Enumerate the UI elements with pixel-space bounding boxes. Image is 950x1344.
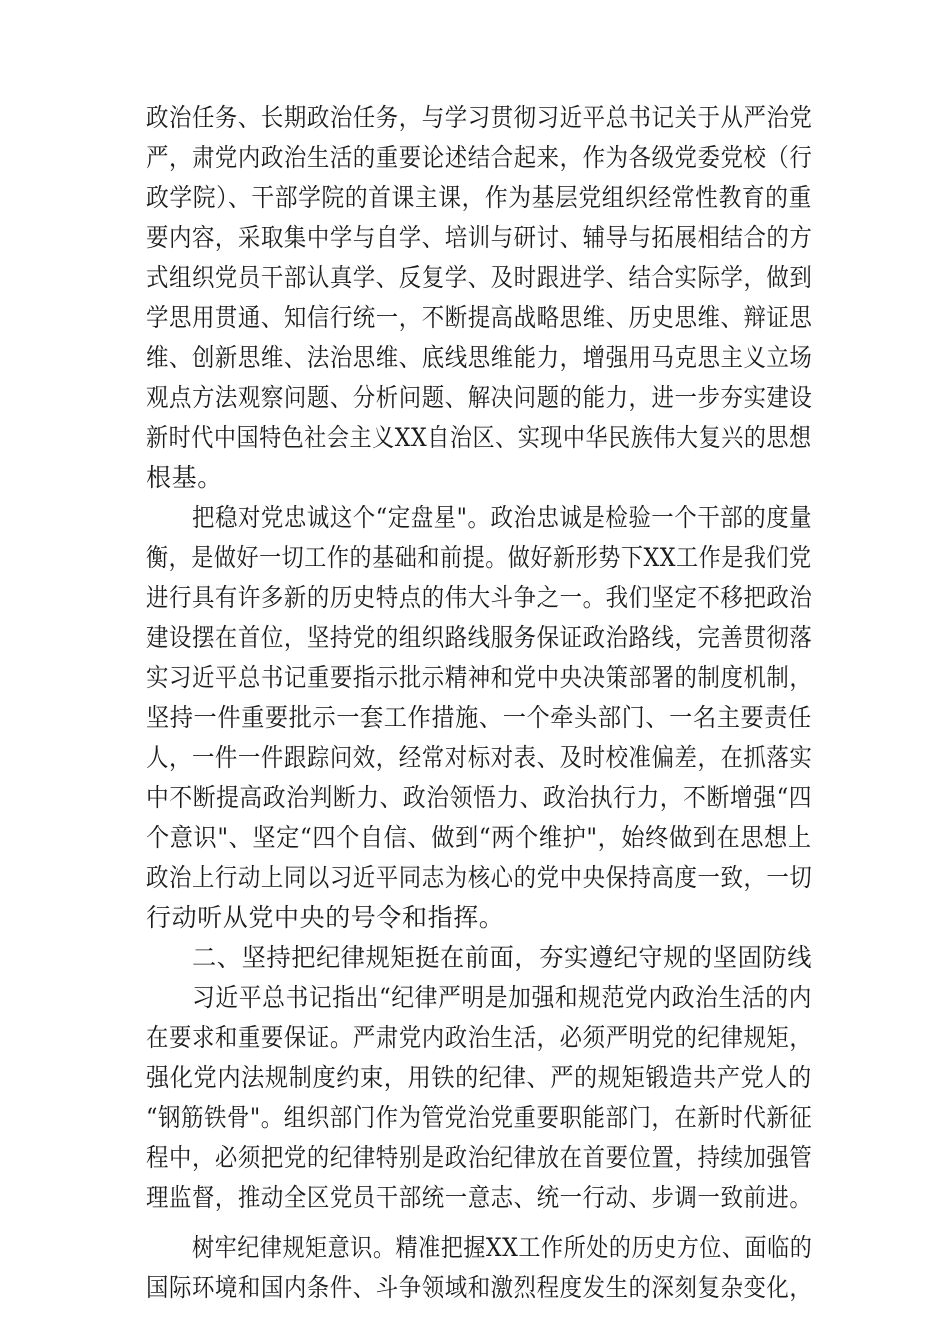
text-line: 实习近平总书记重要指示批示精神和党中央决策部署的制度机制， (146, 663, 813, 692)
text-line: 程中，必须把党的纪律特别是政治纪律放在首要位置，持续加强管 (146, 1143, 813, 1172)
text-line: 维、创新思维、法治思维、底线思维能力，增强用马克思主义立场 (146, 343, 813, 372)
text-line: 严，肃党内政治生活的重要论述结合起来，作为各级党委党校（行 (146, 143, 813, 172)
text-line: 衡，是做好一切工作的基础和前提。做好新形势下XX工作是我们党 (146, 543, 812, 572)
text-line: 政治上行动上同以习近平同志为核心的党中央保持高度一致，一切 (146, 863, 813, 892)
text-line: 根基。 (146, 463, 223, 492)
paragraph-start-line: 把稳对党忠诚这个“定盘星"。政治忠诚是检验一个干部的度量 (192, 503, 813, 532)
text-line: 新时代中国特色社会主义XX自治区、实现中华民族伟大复兴的思想 (146, 423, 812, 452)
text-line: 要内容，采取集中学与自学、培训与研讨、辅导与拓展相结合的方 (146, 223, 813, 252)
text-line: 式组织党员干部认真学、反复学、及时跟进学、结合实际学，做到 (146, 263, 813, 292)
text-line: 学思用贯通、知信行统一，不断提高战略思维、历史思维、辩证思 (146, 303, 813, 332)
text-line: 理监督，推动全区党员干部统一意志、统一行动、步调一致前进。 (146, 1183, 813, 1212)
text-line: 在要求和重要保证。严肃党内政治生活，必须严明党的纪律规矩， (146, 1023, 813, 1052)
section-heading: 二、坚持把纪律规矩挺在前面，夯实遵纪守规的坚固防线 (192, 943, 813, 972)
text-line: 国际环境和国内条件、斗争领域和激烈程度发生的深刻复杂变化， (146, 1273, 813, 1302)
text-line: 建设摆在首位，坚持党的组织路线服务保证政治路线，完善贯彻落 (146, 623, 813, 652)
text-line: 政治任务、长期政治任务，与学习贯彻习近平总书记关于从严治党 (146, 103, 813, 132)
text-line: 观点方法观察问题、分析问题、解决问题的能力，进一步夯实建设 (146, 383, 813, 412)
text-line: 强化党内法规制度约束，用铁的纪律、严的规矩锻造共产党人的 (146, 1063, 812, 1092)
text-line: 人，一件一件跟踪问效，经常对标对表、及时校准偏差，在抓落实 (146, 743, 813, 772)
paragraph-start-line: 树牢纪律规矩意识。精准把握XX工作所处的历史方位、面临的 (192, 1233, 813, 1262)
text-line: 进行具有许多新的历史特点的伟大斗争之一。我们坚定不移把政治 (146, 583, 813, 612)
text-line: 中不断提高政治判断力、政治领悟力、政治执行力，不断增强“四 (146, 783, 813, 812)
text-line: 坚持一件重要批示一套工作措施、一个牵头部门、一名主要责任 (146, 703, 812, 732)
text-line: 个意识"、坚定“四个自信、做到“两个维护"，始终做到在思想上 (146, 823, 812, 852)
text-line: 行动听从党中央的号令和指挥。 (146, 903, 505, 932)
text-line: 政学院）、干部学院的首课主课，作为基层党组织经常性教育的重 (146, 183, 812, 212)
paragraph-start-line: 习近平总书记指出“纪律严明是加强和规范党内政治生活的内 (192, 983, 812, 1012)
text-line: “钢筋铁骨"。组织部门作为管党治党重要职能部门，在新时代新征 (146, 1103, 813, 1132)
